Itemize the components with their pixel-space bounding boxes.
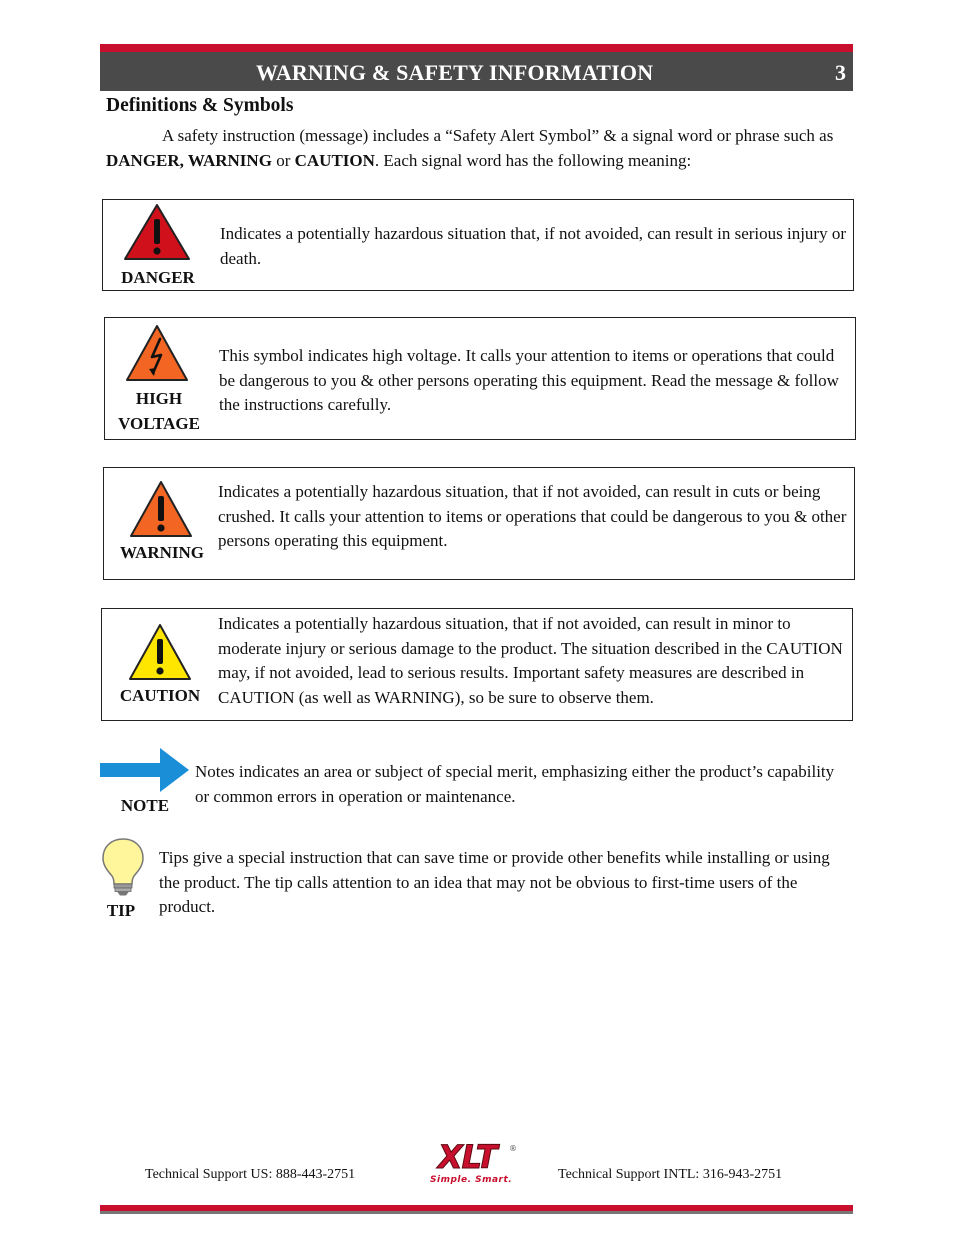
tip-label: TIP xyxy=(106,901,136,920)
tip-text: Tips give a special instruction that can save time or provide other benefits while installing or using the product. The tip calls attention to an idea that may not be obvious to first-time users of the product. xyxy=(159,848,830,917)
lightbulb-icon xyxy=(100,837,146,897)
intro-bold-2: CAUTION xyxy=(294,151,375,170)
intro-paragraph xyxy=(106,123,854,173)
registered-mark: ® xyxy=(509,1144,517,1153)
high-voltage-label-line1: HIGH xyxy=(135,389,183,408)
danger-box xyxy=(102,199,854,291)
warning-icon xyxy=(129,480,193,538)
xlt-logo-text: XLT xyxy=(438,1138,497,1176)
caution-icon xyxy=(128,623,192,681)
intro-text-1: A safety instruction (message) includes a “Safety Alert Symbol” & a signal word or phrase such as xyxy=(162,126,834,145)
header-red-stripe xyxy=(100,44,853,52)
note-label: NOTE xyxy=(120,796,170,815)
support-intl: Technical Support INTL: 316-943-2751 xyxy=(558,1167,783,1182)
support-us: Technical Support US: 888-443-2751 xyxy=(145,1167,356,1182)
note-arrow-icon xyxy=(100,746,190,794)
page-title: WARNING & SAFETY INFORMATION xyxy=(256,60,654,85)
high-voltage-label-line2: VOLTAGE xyxy=(118,414,200,433)
high-voltage-text: This symbol indicates high voltage. It calls your attention to items or operations that could be dangerous to you & other persons operating this equipment. Read the message & follow the instructions carefully. xyxy=(219,346,839,415)
section-heading: Definitions & Symbols xyxy=(106,95,294,116)
danger-text: Indicates a potentially hazardous situation that, if not avoided, can result in serious injury or death. xyxy=(220,224,847,268)
warning-label: WARNING xyxy=(119,543,205,562)
page-number: 3 xyxy=(835,60,846,85)
danger-label: DANGER xyxy=(121,268,195,287)
high-voltage-icon xyxy=(125,324,189,382)
caution-text: Indicates a potentially hazardous situation, that if not avoided, can result in minor to moderate injury or serious damage to the product. The situation described in the CAUTION may, if not avoided, lead to serious results. Important safety measures are described in CAUTION (as well as WARNING), so be sure to observe them. xyxy=(218,614,843,707)
warning-text: Indicates a potentially hazardous situation, that if not avoided, can result in cuts or being crushed. It calls your attention to items or operations that could be dangerous to you & other persons operating this equipment. xyxy=(218,482,847,551)
caution-box xyxy=(101,608,853,721)
xlt-logo xyxy=(428,1140,528,1190)
high-voltage-box xyxy=(104,317,856,440)
footer-grey-stripe xyxy=(100,1211,853,1214)
intro-text-2: or xyxy=(271,151,295,170)
intro-bold-1: DANGER, WARNING xyxy=(106,151,272,170)
danger-icon xyxy=(123,203,191,261)
note-text: Notes indicates an area or subject of special merit, emphasizing either the product’s capability or common errors in operation or maintenance. xyxy=(195,762,835,806)
intro-text-3: . Each signal word has the following meaning: xyxy=(374,151,692,170)
xlt-tagline: Simple. Smart. xyxy=(430,1175,513,1185)
caution-label: CAUTION xyxy=(119,686,201,705)
warning-box xyxy=(103,467,855,580)
